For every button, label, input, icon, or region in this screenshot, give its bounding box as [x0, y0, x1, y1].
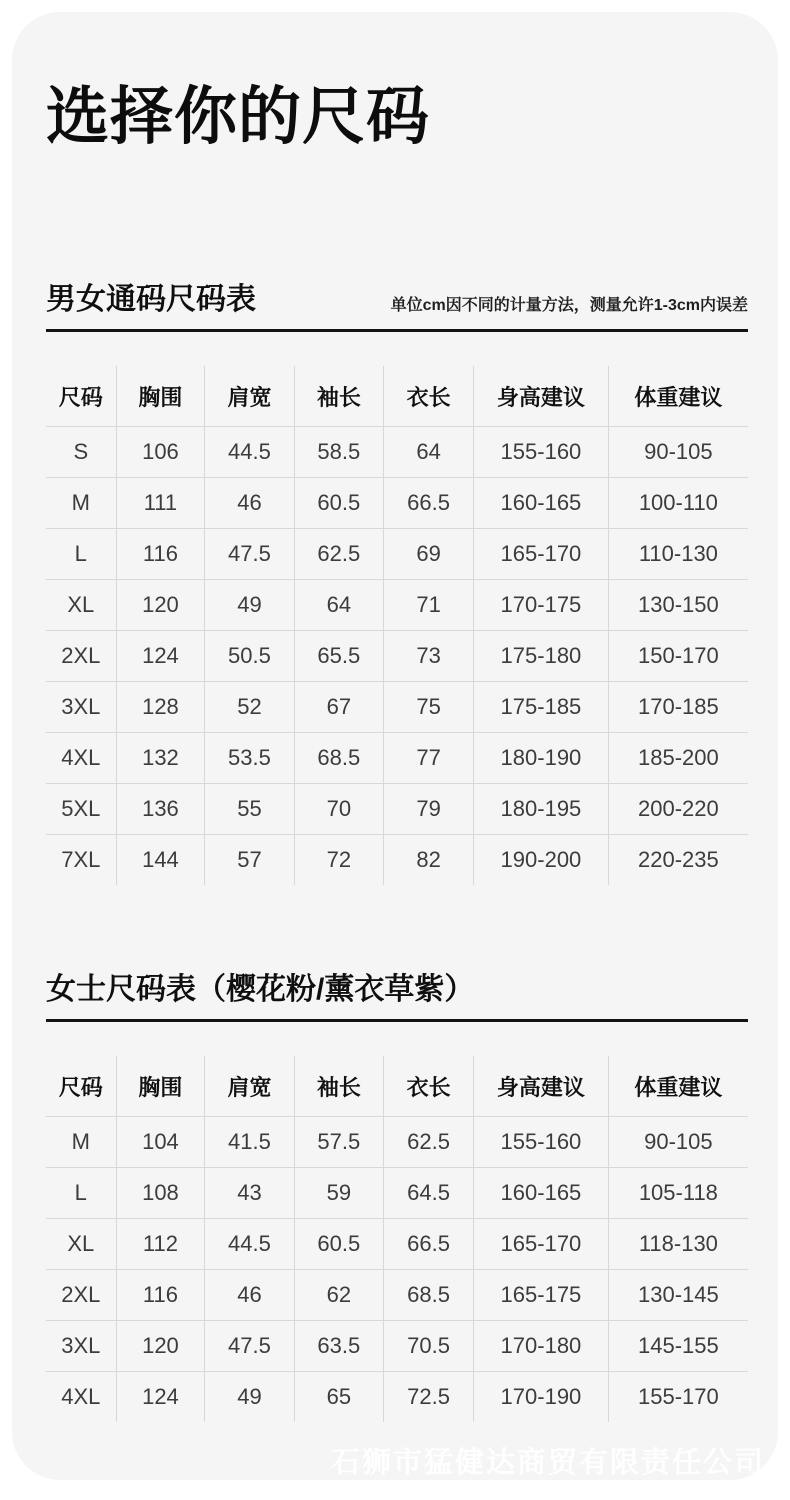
value-cell: 90-105 [608, 1117, 748, 1168]
value-cell: 170-180 [474, 1321, 609, 1372]
size-cell: L [46, 1168, 116, 1219]
value-cell: 120 [116, 580, 205, 631]
womens-section-header [46, 973, 748, 1022]
value-cell: 50.5 [205, 631, 294, 682]
value-cell: 106 [116, 427, 205, 478]
value-cell: 160-165 [474, 478, 609, 529]
column-header: 身高建议 [474, 1056, 609, 1117]
size-cell: 3XL [46, 1321, 116, 1372]
value-cell: 65.5 [294, 631, 383, 682]
value-cell: 46 [205, 1270, 294, 1321]
size-cell: 3XL [46, 682, 116, 733]
value-cell: 124 [116, 631, 205, 682]
size-cell: 4XL [46, 733, 116, 784]
column-header: 肩宽 [205, 1056, 294, 1117]
value-cell: 105-118 [608, 1168, 748, 1219]
unisex-size-table [46, 366, 748, 885]
size-cell: 7XL [46, 835, 116, 886]
column-header: 尺码 [46, 1056, 116, 1117]
table-row [46, 1219, 748, 1270]
size-cell: M [46, 478, 116, 529]
value-cell: 66.5 [384, 1219, 474, 1270]
value-cell: 64 [294, 580, 383, 631]
value-cell: 53.5 [205, 733, 294, 784]
value-cell: 132 [116, 733, 205, 784]
value-cell: 52 [205, 682, 294, 733]
value-cell: 130-145 [608, 1270, 748, 1321]
value-cell: 68.5 [294, 733, 383, 784]
size-cell: XL [46, 1219, 116, 1270]
table-row [46, 580, 748, 631]
value-cell: 57.5 [294, 1117, 383, 1168]
table-row [46, 1270, 748, 1321]
column-header: 尺码 [46, 366, 116, 427]
table-row [46, 529, 748, 580]
value-cell: 130-150 [608, 580, 748, 631]
value-cell: 128 [116, 682, 205, 733]
value-cell: 120 [116, 1321, 205, 1372]
value-cell: 41.5 [205, 1117, 294, 1168]
size-cell: S [46, 427, 116, 478]
value-cell: 118-130 [608, 1219, 748, 1270]
value-cell: 155-160 [474, 1117, 609, 1168]
value-cell: 63.5 [294, 1321, 383, 1372]
value-cell: 79 [384, 784, 474, 835]
value-cell: 71 [384, 580, 474, 631]
value-cell: 110-130 [608, 529, 748, 580]
value-cell: 69 [384, 529, 474, 580]
table-row [46, 784, 748, 835]
value-cell: 155-170 [638, 1384, 719, 1409]
table-row [46, 1372, 748, 1423]
size-cell: 2XL [46, 1270, 116, 1321]
value-cell: 180-195 [474, 784, 609, 835]
value-cell: 116 [116, 529, 205, 580]
column-header: 身高建议 [474, 366, 609, 427]
value-cell: 100-110 [608, 478, 748, 529]
value-cell: 165-170 [474, 529, 609, 580]
table-row [46, 733, 748, 784]
value-cell: 47.5 [205, 529, 294, 580]
table-row [46, 1321, 748, 1372]
table-row [46, 835, 748, 886]
value-cell: 72 [294, 835, 383, 886]
value-cell: 136 [116, 784, 205, 835]
value-cell: 185-200 [608, 733, 748, 784]
value-cell: 47.5 [205, 1321, 294, 1372]
size-cell: 5XL [46, 784, 116, 835]
value-cell: 150-170 [608, 631, 748, 682]
column-header: 衣长 [384, 366, 474, 427]
value-cell: 64.5 [384, 1168, 474, 1219]
value-cell: 170-185 [608, 682, 748, 733]
value-cell: 64 [384, 427, 474, 478]
column-header: 胸围 [116, 1056, 205, 1117]
value-cell: 77 [384, 733, 474, 784]
value-cell: 160-165 [474, 1168, 609, 1219]
table-row [46, 1117, 748, 1168]
value-cell: 60.5 [294, 478, 383, 529]
value-cell: 66.5 [384, 478, 474, 529]
size-cell: 2XL [46, 631, 116, 682]
table-row [46, 427, 748, 478]
value-cell: 49 [205, 1372, 294, 1423]
value-cell: 111 [116, 478, 205, 529]
card-content [12, 12, 778, 1422]
value-cell: 70 [294, 784, 383, 835]
value-cell: 67 [294, 682, 383, 733]
value-cell: 175-180 [474, 631, 609, 682]
value-cell: 82 [384, 835, 474, 886]
size-cell: 4XL [46, 1372, 116, 1423]
table-row [46, 1168, 748, 1219]
value-cell: 44.5 [205, 1219, 294, 1270]
value-cell: 165-170 [474, 1219, 609, 1270]
value-cell: 190-200 [474, 835, 609, 886]
page-title: 选择你的尺码 [46, 82, 430, 152]
size-cell: XL [46, 580, 116, 631]
value-cell: 58.5 [294, 427, 383, 478]
womens-size-table [46, 1056, 748, 1422]
header-row [46, 1056, 748, 1117]
column-header: 胸围 [116, 366, 205, 427]
unisex-section-heading: 男女通码尺码表 [46, 283, 256, 316]
size-cell: M [46, 1117, 116, 1168]
value-cell: 55 [205, 784, 294, 835]
size-guide-card [12, 12, 778, 1480]
womens-section-heading: 女士尺码表（樱花粉/薰衣草紫） [46, 973, 475, 1006]
value-cell: 116 [116, 1270, 205, 1321]
value-cell: 62.5 [384, 1117, 474, 1168]
measurement-tolerance-note: 单位cm因不同的计量方法，测量允许1-3cm内误差 [390, 297, 748, 314]
value-cell: 165-175 [474, 1270, 609, 1321]
value-cell: 112 [116, 1219, 205, 1270]
column-header: 袖长 [294, 366, 383, 427]
value-cell: 75 [384, 682, 474, 733]
value-cell: 90-105 [608, 427, 748, 478]
table-row [46, 631, 748, 682]
value-cell: 49 [205, 580, 294, 631]
column-header: 袖长 [294, 1056, 383, 1117]
value-cell: 65 [294, 1372, 383, 1423]
value-cell: 145-155 [608, 1321, 748, 1372]
value-cell: 220-235 [638, 847, 719, 872]
value-cell: 62 [294, 1270, 383, 1321]
table-row [46, 478, 748, 529]
value-cell: 60.5 [294, 1219, 383, 1270]
value-cell: 170-175 [474, 580, 609, 631]
value-cell: 175-185 [474, 682, 609, 733]
header-row [46, 366, 748, 427]
value-cell: 170-190 [474, 1372, 609, 1423]
value-cell: 144 [116, 835, 205, 886]
value-cell: 62.5 [294, 529, 383, 580]
value-cell: 46 [205, 478, 294, 529]
column-header: 体重建议 [608, 366, 748, 427]
size-cell: L [46, 529, 116, 580]
unisex-section-header [46, 283, 748, 332]
value-cell: 124 [116, 1372, 205, 1423]
value-cell: 68.5 [384, 1270, 474, 1321]
column-header: 衣长 [384, 1056, 474, 1117]
value-cell: 104 [116, 1117, 205, 1168]
column-header: 肩宽 [205, 366, 294, 427]
value-cell: 59 [294, 1168, 383, 1219]
value-cell: 180-190 [474, 733, 609, 784]
value-cell: 200-220 [608, 784, 748, 835]
table-row [46, 682, 748, 733]
value-cell: 108 [116, 1168, 205, 1219]
value-cell: 57 [205, 835, 294, 886]
value-cell: 70.5 [384, 1321, 474, 1372]
company-watermark: 石狮市猛健达商贸有限责任公司 [330, 1447, 765, 1479]
column-header: 体重建议 [608, 1056, 748, 1117]
value-cell: 155-160 [474, 427, 609, 478]
value-cell: 44.5 [205, 427, 294, 478]
value-cell: 43 [205, 1168, 294, 1219]
value-cell: 72.5 [384, 1372, 474, 1423]
value-cell: 73 [384, 631, 474, 682]
